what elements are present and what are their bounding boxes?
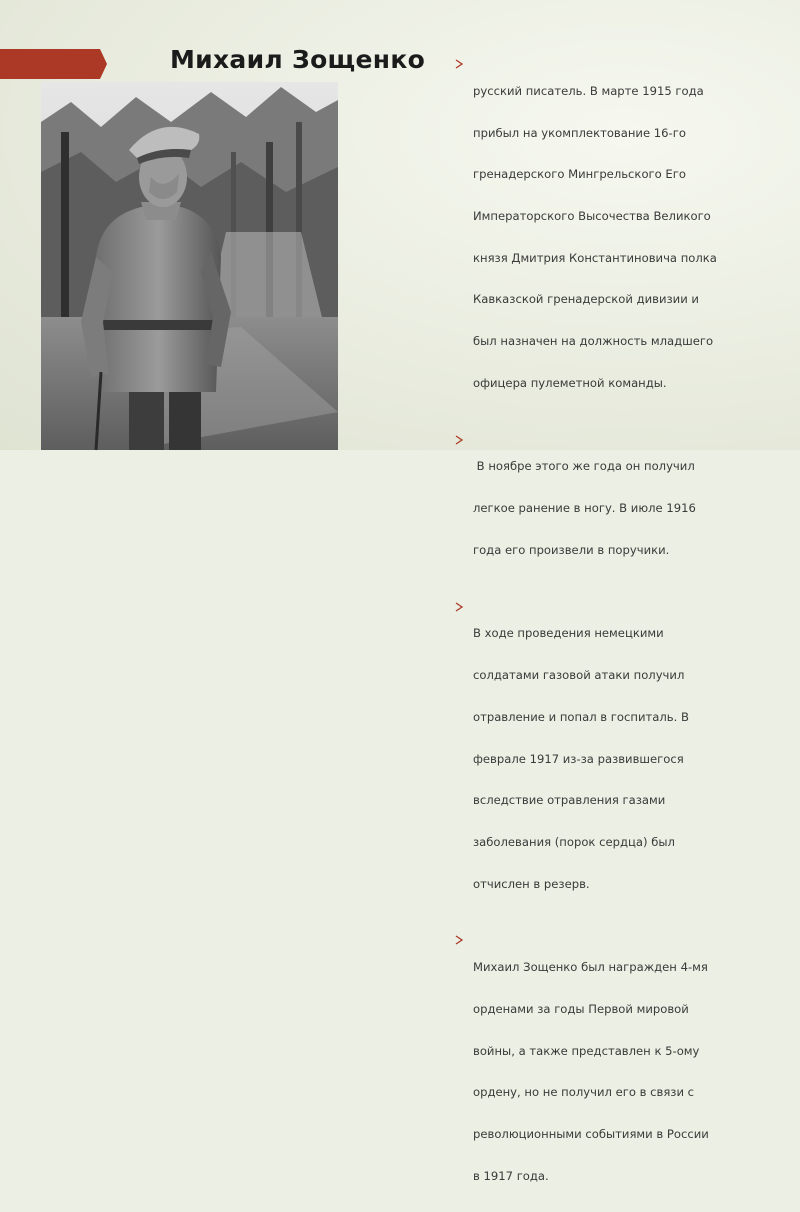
list-item	[455, 600, 755, 920]
list-item	[455, 433, 755, 586]
title-accent-tip	[100, 49, 107, 79]
list-item	[455, 933, 755, 1211]
bullet-content	[455, 57, 755, 1212]
list-item	[455, 57, 755, 419]
slide-title: Михаил Зощенко	[170, 45, 426, 74]
portrait-photo	[41, 82, 338, 450]
bullet-text: Михаил Зощенко был награжден 4-мя орденами за годы Первой мировой войны, а также представлен к 5-ому ордену, но не получил его в связи с революционными событиями в России в 1917 года.	[473, 960, 709, 1183]
bullet-text: В ходе проведения немецкими солдатами газовой атаки получил отравление и попал в госпиталь. В феврале 1917 из-за развившегося вследствие отравления газами заболевания (порок сердца) был отчислен в резерв.	[473, 626, 689, 891]
title-accent-bar	[0, 49, 100, 79]
bullet-list	[455, 57, 755, 1212]
bullet-text: В ноябре этого же года он получил легкое ранение в ногу. В июле 1916 года его произвели в поручики.	[473, 459, 696, 557]
triangle-bullet-icon	[455, 59, 463, 69]
triangle-bullet-icon	[455, 435, 463, 445]
triangle-bullet-icon	[455, 935, 463, 945]
triangle-bullet-icon	[455, 602, 463, 612]
portrait-photo-icon	[41, 82, 338, 450]
bullet-text: русский писатель. В марте 1915 года прибыл на укомплектование 16-го гренадерского Мингрельского Его Императорского Высочества Великого князя Дмитрия Константиновича полка Кавказской гренадерской дивизии и был назначен на должность младшего офицера пулеметной команды.	[473, 83, 717, 390]
